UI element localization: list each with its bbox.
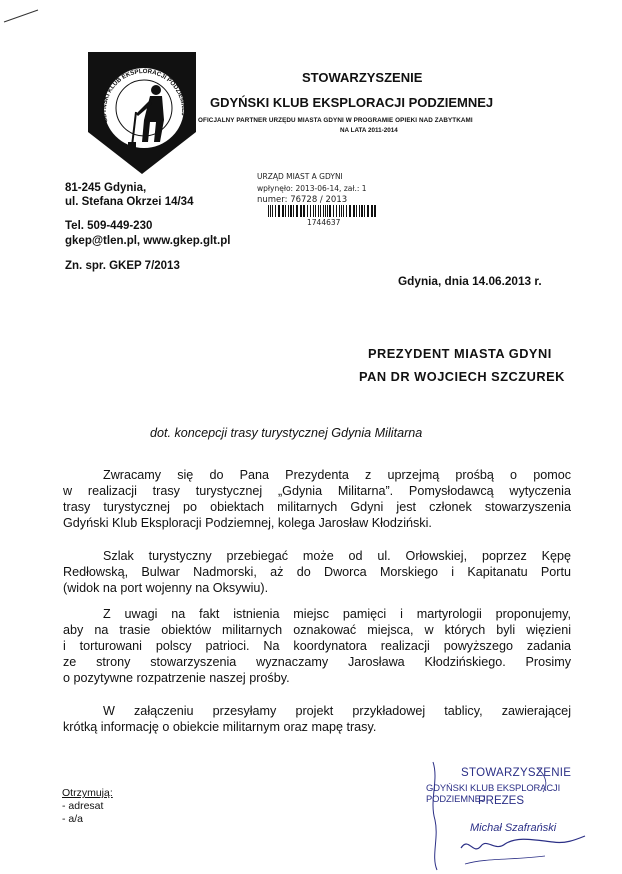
body-line: i torturowani polscy patrioci. Na koordynatora realizacji powyższego zadania [63, 639, 571, 653]
body-line: krótką informację o obiekcie militarnym oraz mapę trasy. [63, 720, 377, 734]
barcode-bar [313, 205, 314, 217]
barcode-bar [310, 205, 311, 217]
body-paragraph-1 [63, 467, 571, 531]
club-logo [86, 50, 198, 176]
registry-barcode [268, 205, 378, 217]
logo-ring-text: GDYŃSKI KLUB EKSPLORACJI PODZIEMNEJ [100, 67, 188, 124]
barcode-bar [285, 205, 286, 217]
barcode-bar [341, 205, 342, 217]
signature-role: PREZES [478, 795, 525, 807]
barcode-bar [307, 205, 308, 217]
recipient-line2: PAN DR WOJCIECH SZCZUREK [359, 369, 565, 384]
barcode-bar [336, 205, 337, 217]
org-name-line1: STOWARZYSZENIE [302, 70, 423, 85]
barcode-bar [318, 205, 319, 217]
org-name-line2: GDYŃSKI KLUB EKSPLORACJI PODZIEMNEJ [210, 95, 494, 110]
letter-subject: dot. koncepcji trasy turystycznej Gdynia Militarna [150, 426, 423, 440]
barcode-bar [356, 205, 357, 217]
body-paragraph-2 [63, 548, 571, 596]
barcode-bar [343, 205, 344, 217]
barcode-bar [339, 205, 340, 217]
body-line: Gdyński Klub Eksploracji Podziemnej, kolega Jarosław Kłodziński. [63, 516, 432, 530]
address-street: ul. Stefana Okrzei 14/34 [65, 196, 194, 208]
barcode-bar [374, 205, 376, 217]
barcode-bar [333, 205, 334, 217]
body-line: (widok na port wojenny na Oksywiu). [63, 581, 269, 595]
barcode-bar [361, 205, 363, 217]
partner-line1: OFICJALNY PARTNER URZĘDU MIASTA GDYNI W PROGRAMIE OPIEKI NAD ZABYTKAMI [198, 117, 473, 124]
recipients-heading: Otrzymują: [62, 787, 113, 799]
recipient-line1: PREZYDENT MIASTA GDYNI [368, 346, 552, 361]
barcode-bar [293, 205, 294, 217]
barcode-bar [278, 205, 280, 217]
barcode-bar [268, 205, 269, 217]
registry-number: numer: 76728 / 2013 [257, 195, 348, 205]
barcode-bar [290, 205, 292, 217]
barcode-bar [303, 205, 305, 217]
barcode-bar [346, 205, 347, 217]
recipients-item: - a/a [62, 813, 84, 825]
body-line: Zwracamy się do Pana Prezydenta z uprzejmą prośbą o pomoc [103, 468, 571, 482]
signature-name: Michał Szafrański [470, 822, 557, 834]
address-phone: Tel. 509-449-230 [65, 220, 153, 232]
barcode-bar [270, 205, 271, 217]
body-line: Redłowską, Bulwar Nadmorski, aż do Dworca Morskiego i Kapitanatu Portu [63, 565, 571, 579]
barcode-bar [296, 205, 298, 217]
barcode-bar [325, 205, 326, 217]
signature-stamp-line1: STOWARZYSZENIE [461, 767, 572, 779]
barcode-bar [364, 205, 365, 217]
body-line: Szlak turystyczny przebiegać może od ul. Orłowskiej, poprzez Kępę [103, 549, 571, 563]
barcode-bar [272, 205, 273, 217]
body-line: aby na trasie obiektów militarnych oznakować miejsca, w których byli więzieni [63, 623, 571, 637]
signature-stamp-line2: GDYŃSKI KLUB EKSPLORACJI PODZIEMNEJ [426, 782, 561, 804]
letter-date: Gdynia, dnia 14.06.2013 r. [398, 274, 542, 288]
barcode-bar [353, 205, 355, 217]
barcode-bar [359, 205, 360, 217]
barcode-bar [329, 205, 331, 217]
body-paragraph-3 [63, 606, 571, 686]
partner-line2: NA LATA 2011-2014 [340, 127, 398, 134]
barcode-bar [275, 205, 276, 217]
barcode-bar [367, 205, 369, 217]
barcode-bar [323, 205, 324, 217]
body-line: Z uwagi na fakt istnienia miejsc pamięci i martyrologii proponujemy, [103, 607, 571, 621]
registry-office: URZĄD MIAST A GDYNI [257, 172, 343, 181]
body-line: W załączeniu przesyłamy projekt przykładowej tablicy, zawierającej [103, 704, 571, 718]
registry-barcode-text: 1744637 [307, 218, 341, 227]
body-paragraph-4 [63, 703, 571, 735]
recipients-item: - adresat [62, 800, 104, 812]
body-line: trasy turystycznej po obiektach militarnych Gdyni jest członek stowarzyszenia [63, 500, 571, 514]
body-line: ze strony stowarzyszenia wyznaczamy Jarosława Kłodzińskiego. Prosimy [63, 655, 571, 669]
barcode-bar [320, 205, 321, 217]
reference-number: Zn. spr. GKEP 7/2013 [65, 260, 180, 272]
body-line: o pozytywne rozpatrzenie naszej prośby. [63, 671, 290, 685]
registry-received: wpłynęło: 2013-06-14, zał.: 1 [257, 184, 367, 193]
address-city: 81-245 Gdynia, [65, 182, 147, 194]
body-line: w realizacji trasy turystycznej „Gdynia Militarna”. Pomysłodawcą wytyczenia [63, 484, 571, 498]
address-web: gkep@tlen.pl, www.gkep.glt.pl [65, 235, 231, 247]
barcode-bar [327, 205, 328, 217]
barcode-bar [349, 205, 351, 217]
barcode-bar [315, 205, 316, 217]
barcode-bar [300, 205, 302, 217]
handwritten-signature [425, 760, 600, 872]
barcode-bar [282, 205, 284, 217]
corner-pen-mark [0, 0, 60, 30]
barcode-bar [371, 205, 373, 217]
barcode-bar [288, 205, 289, 217]
